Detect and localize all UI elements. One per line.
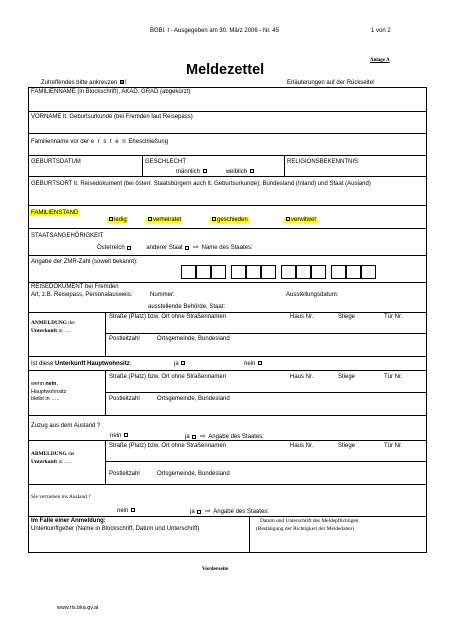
hws-plz-label: Postleitzahl [109, 396, 140, 402]
anderer-label: anderer Staat [146, 245, 183, 252]
abmeldung-title: ABMELDUNG [31, 451, 67, 457]
zmr-digit-box[interactable] [281, 265, 296, 279]
checkbox-icon [212, 217, 216, 221]
checkbox-icon [120, 80, 124, 84]
verziehen-staat-label: Angabe des Staates: [213, 509, 269, 516]
reisedokument-art-label: Art, z.B. Reisepass, Personalausweis: [31, 292, 133, 298]
hws-haus-label: Haus Nr. [290, 374, 314, 380]
reisedokument-label: REISEDOKUMENT bei Fremden [31, 284, 119, 290]
im-falle-label: Im Falle einer Anmeldung: [31, 518, 106, 524]
maennlich-label: männlich [176, 169, 201, 175]
nein-label: nein [244, 361, 256, 367]
hauptwohnsitz-side-label: wenn nein, Hauptwohnsitz bleibt in ….. [31, 381, 67, 403]
divider [28, 415, 427, 416]
arrow-right-icon: ⇨ [200, 433, 206, 440]
weiblich-label: weiblich [225, 169, 248, 175]
signature-label-2: (Bestätigung der Richtigkeit der Meldedaten) [256, 526, 354, 532]
nein-checkbox[interactable] [131, 508, 135, 512]
anmeldung-unterkunft: Unterkunft [31, 327, 58, 334]
arrow-right-icon: ⇨ [205, 508, 211, 515]
anmeldung-in: in …. [58, 327, 71, 334]
divider [28, 312, 427, 313]
zmr-digit-box[interactable] [346, 265, 361, 279]
abmeldung-der: der [68, 451, 75, 457]
arrow-right-icon: ⇨ [193, 244, 199, 251]
checkbox-icon [286, 217, 290, 221]
page-number: 1 von 2 [371, 28, 391, 34]
familienname-label: FAMILIENNAME (in Blockschrift), AKAD. GRAD (abgekürzt) [31, 89, 191, 95]
nein-label: nein [117, 508, 129, 514]
annex-label: Anlage A [370, 58, 390, 63]
gender-options [176, 169, 255, 175]
anmeldung-title: ANMELDUNG [31, 320, 67, 326]
divider [284, 155, 285, 176]
zmr-digit-box[interactable] [196, 265, 211, 279]
anmeldung-der: der [68, 320, 76, 326]
anmeldung-label [31, 320, 75, 335]
hws-ort-label: Ortsgemeinde, Bundesland [157, 396, 230, 402]
unterkunftgeber-label: Unterkunftgeber (Name in Blockschrift, Datum und Unterschrift) [31, 526, 200, 532]
geschlecht-label: GESCHLECHT [145, 159, 187, 165]
zuzug-nein[interactable] [110, 433, 129, 439]
checkbox-icon [109, 217, 113, 221]
reisedokument-nummer-label: Nummer: [150, 292, 175, 298]
prior-name-label [31, 139, 168, 145]
checkbox-icon [148, 217, 152, 221]
familienstand-label: FAMILIENSTAND [31, 210, 79, 216]
ja-label: ja [185, 434, 190, 441]
instruction-line: Zutreffendes bitte ankreuzen ! [41, 80, 127, 86]
verziehen-label: Sie verziehen ins Ausland ? [31, 494, 91, 500]
abmeldung-unterkunft: Unterkunft [31, 458, 58, 465]
zmr-digit-box[interactable] [246, 265, 261, 279]
question-text: Ist diese [31, 361, 54, 367]
divider [28, 282, 427, 283]
option-ledig[interactable] [107, 217, 128, 223]
anmeldung-tuer-label: Tür Nr. [384, 314, 403, 320]
anmeldung-strasse-label: Straße (Platz) bzw. Ort ohne Straßennamen [109, 314, 227, 320]
anmeldung-haus-label: Haus Nr. [290, 314, 314, 320]
divider [28, 255, 427, 256]
signature-label-1: Datum und Unterschrift des Meldepflichtigen [260, 518, 359, 524]
ja-label: ja [190, 509, 195, 516]
nein-checkbox[interactable] [124, 433, 128, 437]
question-bold: Unterkunft Hauptwohnsitz [55, 361, 130, 367]
hws-strasse-label: Straße (Platz) bzw. Ort ohne Straßennamen [109, 374, 227, 380]
divider [105, 461, 427, 462]
verziehen-ja [190, 508, 269, 515]
abm-plz-label: Postleitzahl [109, 471, 140, 477]
divider [249, 516, 250, 553]
nein-checkbox[interactable] [258, 361, 262, 365]
zmr-digit-box[interactable] [331, 265, 346, 279]
nein-label: nein [110, 433, 122, 439]
divider [28, 370, 427, 371]
abm-stiege-label: Stiege [338, 443, 356, 449]
abm-ort-label: Ortsgemeinde, Bundesland [157, 471, 230, 477]
divider [105, 440, 106, 484]
vorderseite-label: Vorderseite [202, 566, 229, 572]
side-nein: nein [45, 381, 57, 387]
divider [28, 440, 427, 441]
zmr-digit-box[interactable] [181, 265, 196, 279]
divider [142, 155, 143, 176]
ja-checkbox[interactable] [181, 361, 185, 365]
hws-tuer-label: Tür Nr. [384, 374, 403, 380]
staatsangehoerigkeit-options [97, 244, 253, 251]
geburtsdatum-label: GEBURTSDATUM [31, 159, 81, 165]
option-verwitwet[interactable] [284, 217, 317, 223]
zuzug-label: Zuzug aus dem Ausland ? [31, 423, 101, 429]
staatsangehoerigkeit-label: STAATSANGEHÖRIGKEIT [31, 233, 104, 239]
zmr-digit-box[interactable] [261, 265, 276, 279]
prior-name-text: Familienname vor der [31, 139, 90, 145]
abm-haus-label: Haus Nr. [290, 443, 314, 449]
anmeldung-plz-label: Postleitzahl [109, 336, 140, 342]
vorname-label: VORNAME lt. Geburtsurkunde (bei Fremden laut Reisepass) [31, 114, 193, 120]
question-colon: : [129, 361, 132, 367]
ersten-text: e r s t e n [90, 139, 127, 145]
instruction-text: Zutreffendes bitte ankreuzen [41, 80, 118, 86]
form-title: Meldezettel [186, 62, 265, 78]
religion-label: RELIGIONSBEKENNTNIS [287, 159, 359, 165]
staat-name-label: Name des Staates: [201, 245, 253, 252]
side-hauptwohnsitz: Hauptwohnsitz [31, 388, 67, 395]
divider [28, 228, 427, 229]
option-verheiratet[interactable] [146, 217, 182, 223]
side-wenn: wenn [31, 381, 44, 387]
hauptwohnsitz-ja[interactable] [174, 361, 186, 367]
divider [105, 333, 427, 334]
option-label: verwitwet [291, 217, 317, 223]
divider [28, 484, 427, 485]
option-label: ledig [114, 217, 127, 223]
anderer-checkbox[interactable] [185, 246, 189, 250]
hauptwohnsitz-nein[interactable] [244, 361, 263, 367]
ja-checkbox[interactable] [197, 510, 201, 514]
zmr-digit-box[interactable] [231, 265, 246, 279]
divider [105, 392, 427, 393]
anmeldung-ort-label: Ortsgemeinde, Bundesland [157, 336, 230, 342]
footer-url[interactable]: www.ris.bka.gv.at [57, 605, 99, 611]
zmr-digit-box[interactable] [211, 265, 226, 279]
divider [28, 155, 427, 156]
abm-tuer-label: Tür Nr. [384, 443, 403, 449]
divider [28, 111, 427, 112]
divider [28, 133, 427, 134]
anmeldung-stiege-label: Stiege [338, 314, 356, 320]
info-text: Erläuterungen auf der Rückseite! [287, 80, 375, 86]
maennlich-checkbox[interactable] [203, 169, 207, 173]
oesterreich-label: Österreich [97, 245, 125, 252]
zmr-label: Angabe der ZMR-Zahl (soweit bekannt): [31, 259, 138, 265]
side-bleibt: bleibt in ….. [31, 396, 60, 403]
hauptwohnsitz-question [31, 361, 131, 367]
abmeldung-in: in ….. [58, 458, 73, 465]
ehe-text: Eheschließung [128, 139, 169, 145]
divider [28, 356, 427, 357]
divider [28, 205, 427, 206]
weiblich-checkbox[interactable] [250, 169, 254, 173]
hws-stiege-label: Stiege [338, 374, 356, 380]
zmr-digit-box[interactable] [311, 265, 326, 279]
publication-line: BGBl. I - Ausgegeben am 30. März 2006 - Nr. 45 [150, 28, 280, 34]
geburtsort-label: GEBURTSORT lt. Reisedokument (bei österr. Staatsbürgern auch lt. Geburtsurkunde); Bundesland (Inland) und Staat (Ausland) [31, 181, 371, 187]
divider [105, 312, 106, 356]
zmr-digit-box[interactable] [361, 265, 376, 279]
option-label: geschieden [217, 217, 248, 223]
abm-strasse-label: Straße (Platz) bzw. Ort ohne Straßennamen [109, 443, 227, 449]
divider [28, 516, 427, 517]
abmeldung-label [31, 451, 75, 466]
reisedokument-datum-label: Ausstellungsdatum: [286, 292, 339, 298]
option-geschieden[interactable] [210, 217, 249, 223]
divider [28, 176, 427, 177]
option-label: verheiratet [153, 217, 182, 223]
zuzug-staat-label: Angabe des Staates: [208, 434, 264, 441]
oesterreich-checkbox[interactable] [127, 246, 131, 250]
verziehen-nein[interactable] [117, 508, 136, 514]
reisedokument-behoerde-label: ausstellende Behörde, Staat: [148, 304, 226, 310]
zmr-digit-box[interactable] [296, 265, 311, 279]
ja-checkbox[interactable] [192, 435, 196, 439]
ja-label: ja [174, 361, 179, 367]
